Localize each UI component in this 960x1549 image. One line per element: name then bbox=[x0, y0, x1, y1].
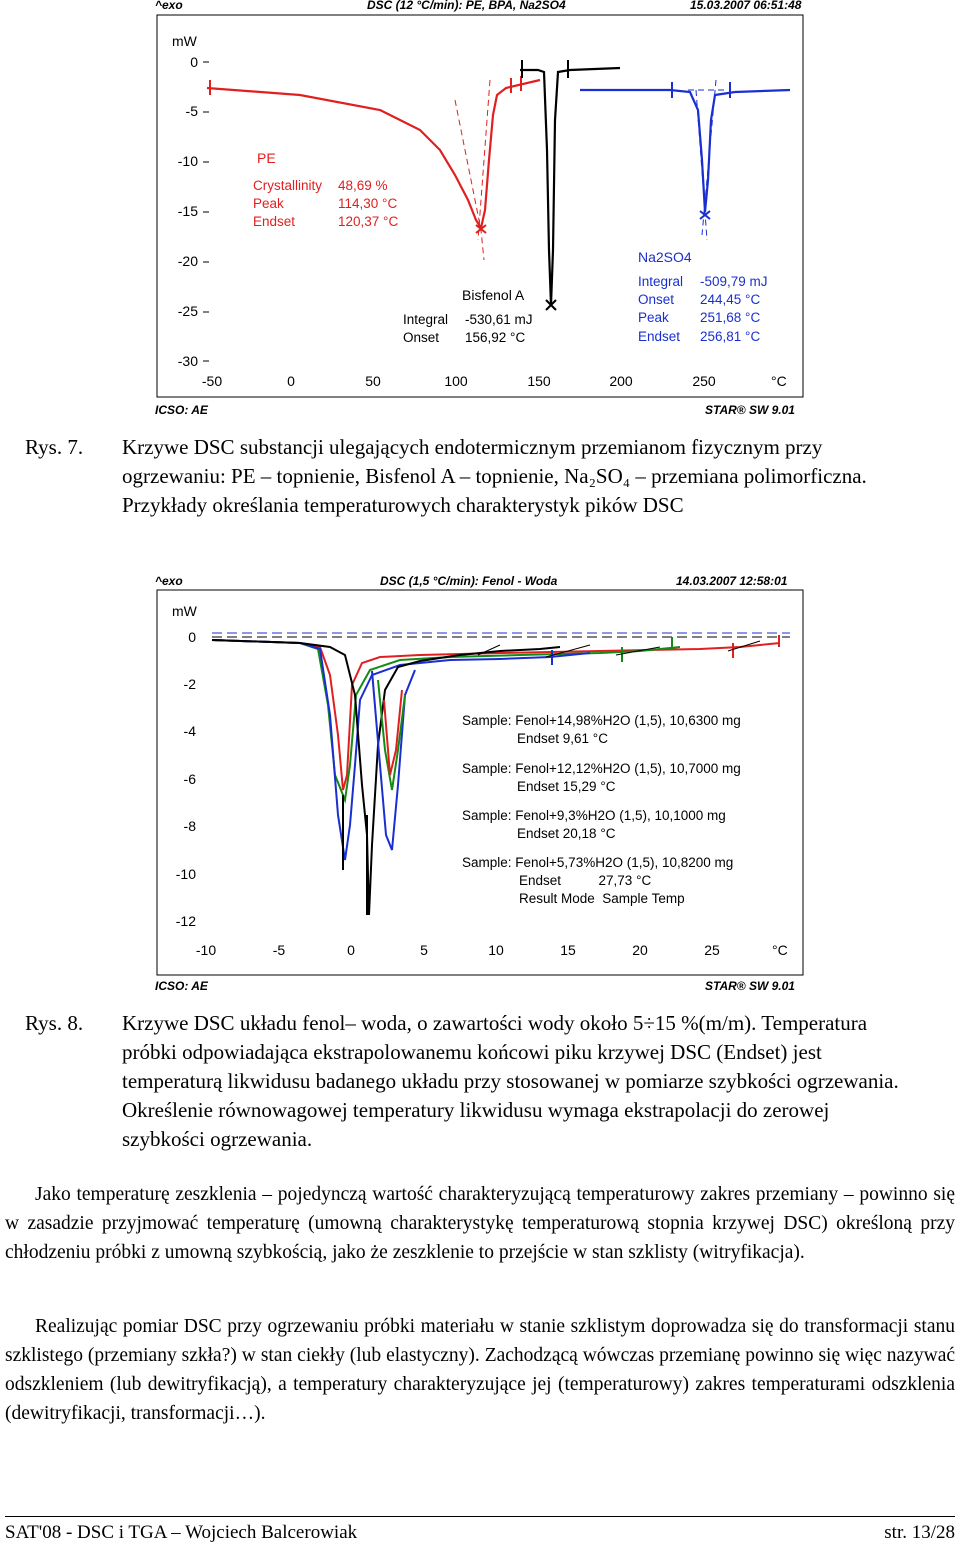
na-curve bbox=[580, 90, 790, 212]
pe-label: Peak bbox=[253, 196, 284, 211]
na-value: -509,79 mJ bbox=[700, 274, 768, 289]
sample-2 bbox=[462, 760, 741, 796]
y-tick: -20 bbox=[177, 253, 198, 269]
footer-right: STAR® SW 9.01 bbox=[705, 979, 795, 993]
x-tick: 150 bbox=[527, 373, 551, 389]
x-tick: 100 bbox=[444, 373, 468, 389]
y-tick: -8 bbox=[183, 818, 196, 834]
na-label: Onset bbox=[638, 292, 675, 307]
y-tick: 0 bbox=[190, 54, 198, 70]
pe-value: 120,37 °C bbox=[338, 214, 399, 229]
y-tick: -25 bbox=[177, 303, 198, 319]
bpa-label: Onset bbox=[403, 330, 440, 345]
bpa-values bbox=[403, 312, 533, 345]
x-tick: -50 bbox=[201, 373, 223, 389]
endset-label: Endset 27,73 °C bbox=[519, 873, 652, 888]
x-tick: 50 bbox=[365, 373, 381, 389]
x-tick: 15 bbox=[560, 942, 576, 958]
x-tick: -5 bbox=[272, 942, 286, 958]
x-tick: 0 bbox=[347, 942, 355, 958]
y-tick: -2 bbox=[183, 676, 196, 692]
page-footer-left: SAT'08 - DSC i TGA – Wojciech Balcerowiak bbox=[5, 1522, 358, 1543]
x-tick: 0 bbox=[287, 373, 295, 389]
x-tick: 5 bbox=[420, 942, 428, 958]
sample-label: Sample: Fenol+14,98%H2O (1,5), 10,6300 mg bbox=[462, 713, 741, 728]
paragraph-1: Jako temperaturę zeszklenia – pojedynczą wartość charakteryzującą temperaturowy zakres przemiany – powinno się w zasadzie przyjmować temperaturę (umowną charakterystykę temperaturową stopnia krzywej DSC) określoną przy chłodzeniu próbki z umowną szybkością, jako że zeszklenie to przejście w stan szklisty (witryfikacja). bbox=[5, 1184, 955, 1263]
x-tick: 250 bbox=[692, 373, 716, 389]
pe-name: PE bbox=[257, 150, 276, 166]
bpa-label: Integral bbox=[403, 312, 449, 327]
sample-label: Sample: Fenol+12,12%H2O (1,5), 10,7000 mg bbox=[462, 761, 741, 776]
sample-3 bbox=[462, 807, 741, 843]
caption-number: Rys. 7. bbox=[25, 435, 84, 459]
caption-text: Krzywe DSC substancji ulegających endotermicznym przemianom fizycznym przy ogrzewaniu: PE – topnienie, Bisfenol A – topnienie, Na₂SO₄ – przemiana polimorficzna. Przykłady określania temperaturowych charakterystyk pików DSC bbox=[122, 435, 867, 517]
y-ticks bbox=[203, 62, 209, 361]
endset-label: Endset 20,18 °C bbox=[517, 826, 616, 841]
footer-left: ICSO: AE bbox=[155, 403, 208, 417]
pe-label: Endset bbox=[253, 214, 296, 229]
result-mode: Result Mode Sample Temp bbox=[519, 891, 685, 906]
x-tick: -10 bbox=[195, 942, 217, 958]
page-number: str. 13/28 bbox=[884, 1522, 955, 1543]
na-name: Na2SO4 bbox=[638, 249, 692, 265]
y-tick: -4 bbox=[183, 723, 196, 739]
na-label: Endset bbox=[638, 329, 681, 344]
y-tick-labels bbox=[178, 54, 198, 369]
na-values bbox=[638, 274, 768, 344]
x-unit: °C bbox=[772, 942, 788, 958]
footer-right: STAR® SW 9.01 bbox=[705, 403, 795, 417]
x-tick-labels bbox=[202, 373, 716, 389]
x-unit: °C bbox=[771, 373, 787, 389]
sample-4 bbox=[462, 854, 741, 908]
pe-label: Crystallinity bbox=[253, 178, 323, 193]
figure-date: 14.03.2007 12:58:01 bbox=[676, 574, 788, 588]
figure-title: DSC (1,5 °C/min): Fenol - Woda bbox=[380, 574, 558, 588]
footer-left: ICSO: AE bbox=[155, 979, 208, 993]
y-unit: mW bbox=[172, 603, 197, 619]
na-value: 244,45 °C bbox=[700, 292, 761, 307]
endset-label: Endset 15,29 °C bbox=[517, 779, 616, 794]
x-tick: 10 bbox=[488, 942, 504, 958]
footer-rule bbox=[5, 1516, 955, 1517]
y-tick: -30 bbox=[177, 353, 198, 369]
pe-value: 48,69 % bbox=[338, 178, 388, 193]
y-tick: -5 bbox=[185, 103, 198, 119]
y-tick-labels bbox=[176, 629, 196, 929]
exo-label: ^exo bbox=[155, 574, 183, 588]
figure-date: 15.03.2007 06:51:48 bbox=[690, 0, 802, 12]
y-tick: -6 bbox=[183, 771, 196, 787]
pe-values bbox=[253, 178, 398, 229]
na-value: 251,68 °C bbox=[700, 310, 761, 325]
x-tick: 25 bbox=[704, 942, 720, 958]
sample-legend bbox=[462, 712, 741, 908]
y-unit: mW bbox=[172, 33, 197, 49]
sample-label: Sample: Fenol+9,3%H2O (1,5), 10,1000 mg bbox=[462, 808, 726, 823]
caption-text: Krzywe DSC układu fenol– woda, o zawartości wody około 5÷15 %(m/m). Temperatura próbki odpowiadająca ekstrapolowanemu końcowi piku krzywej DSC (Endset) jest temperaturą likwidusu badanego układu przy stosowanej w pomiarze szybkości ogrzewania. Określenie równowagowej temperatury likwidusu wymaga ekstrapolacji do zerowej szybkości ogrzewania. bbox=[122, 1011, 899, 1151]
bpa-value: 156,92 °C bbox=[465, 330, 526, 345]
na-value: 256,81 °C bbox=[700, 329, 761, 344]
bpa-name: Bisfenol A bbox=[462, 287, 525, 303]
y-tick: 0 bbox=[188, 629, 196, 645]
pe-tangent-left bbox=[455, 100, 484, 260]
bpa-value: -530,61 mJ bbox=[465, 312, 533, 327]
sample-label: Sample: Fenol+5,73%H2O (1,5), 10,8200 mg bbox=[462, 855, 734, 870]
endset-label: Endset 9,61 °C bbox=[517, 731, 608, 746]
x-tick-labels bbox=[196, 942, 720, 958]
x-tick: 20 bbox=[632, 942, 648, 958]
y-tick: -10 bbox=[175, 866, 196, 882]
x-tick: 200 bbox=[609, 373, 633, 389]
sample-1 bbox=[462, 712, 741, 748]
na-label: Integral bbox=[638, 274, 684, 289]
y-tick: -10 bbox=[177, 153, 198, 169]
y-tick: -12 bbox=[175, 913, 196, 929]
na-label: Peak bbox=[638, 310, 669, 325]
figure-title: DSC (12 °C/min): PE, BPA, Na2SO4 bbox=[367, 0, 566, 12]
exo-label: ^exo bbox=[155, 0, 183, 12]
dsc-plot-7 bbox=[0, 0, 960, 420]
bpa-curve bbox=[520, 68, 620, 305]
paragraph-2: Realizując pomiar DSC przy ogrzewaniu próbki materiału w stanie szklistym doprowadza się do transformacji stanu szklistego (przemiany szkła?) w stan ciekły (lub elastyczny). Zachodzącą wówczas przemianę powinno się więc nazywać odszkleniem (lub dewitryfikacją), a temperatury charakteryzujące jej (temperaturowy) zakres temperaturami odszklenia (dewitryfikacji, transformacji…). bbox=[5, 1316, 955, 1424]
y-tick: -15 bbox=[177, 203, 198, 219]
caption-number: Rys. 8. bbox=[25, 1011, 84, 1035]
pe-value: 114,30 °C bbox=[338, 196, 398, 211]
